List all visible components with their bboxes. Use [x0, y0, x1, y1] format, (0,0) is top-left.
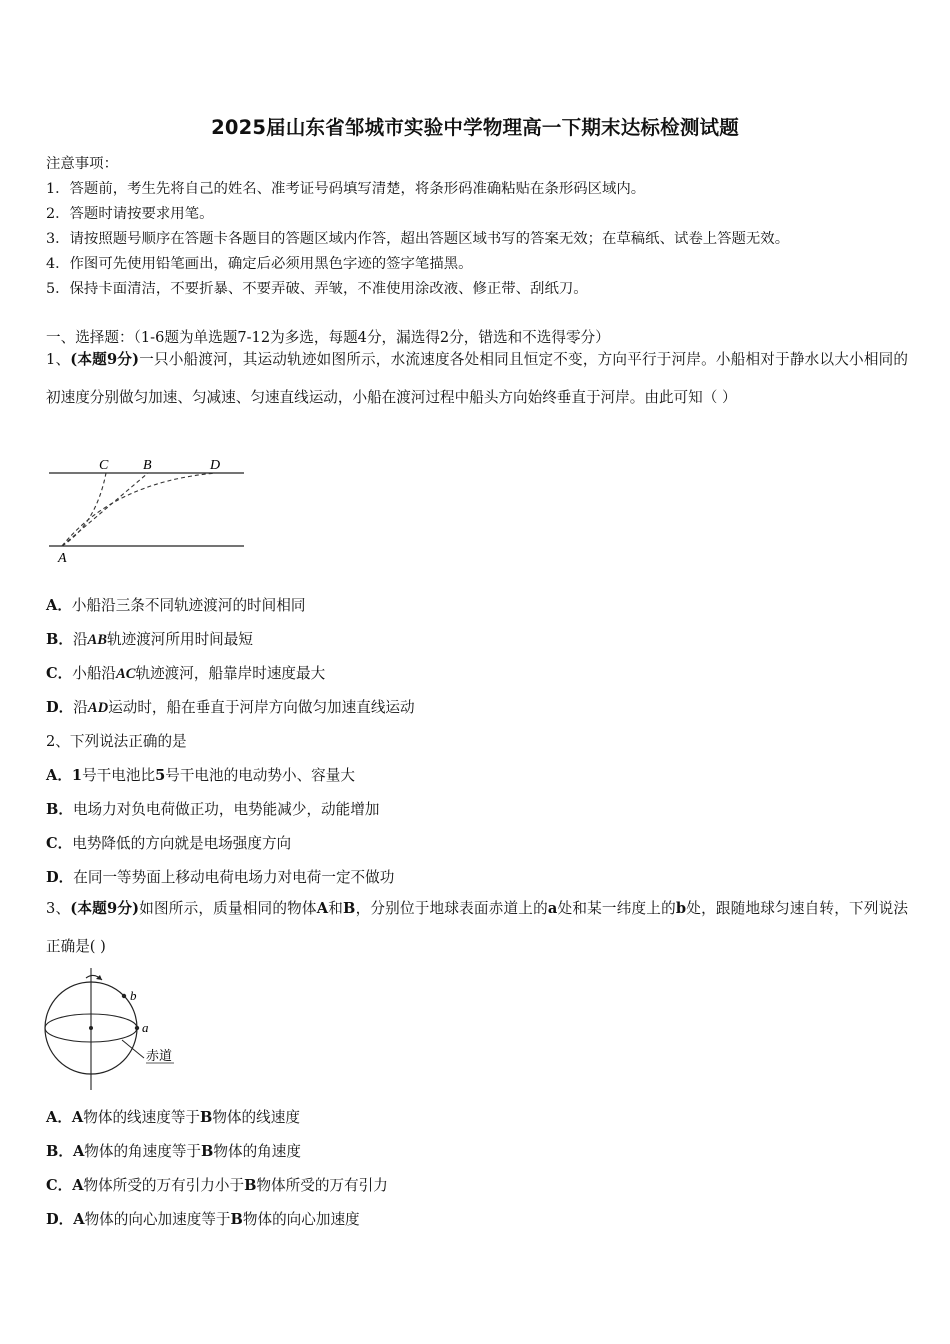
option-object: A — [73, 1211, 85, 1228]
option-object: A — [71, 1109, 84, 1126]
section-heading: 一、选择题：（1-6题为单选题7-12为多选，每题4分，漏选得2分，错选和不选得零分） — [46, 329, 610, 346]
option-text: 轨迹渡河，船靠岸时速度最大 — [135, 665, 326, 682]
note-item: 5．保持卡面清洁，不要折暴、不要弄破、弄皱，不准使用涂改液、修正带、刮纸刀。 — [46, 281, 588, 297]
q3-option-c — [46, 1174, 388, 1195]
option-letter: B． — [46, 631, 73, 648]
question-3-stem — [46, 890, 908, 966]
note-item: 3．请按照题号顺序在答题卡各题目的答题区域内作答，超出答题区域书写的答案无效；在草稿纸、试卷上答题无效。 — [46, 231, 790, 247]
q1-option-d — [46, 696, 415, 717]
trajectory-ad — [62, 473, 216, 546]
question-3-text: 和 — [328, 900, 344, 917]
question-3-text: 处和某一纬度上的 — [557, 900, 676, 917]
question-1-text: 一只小船渡河，其运动轨迹如图所示，水流速度各处相同且恒定不变，方向平行于河岸。小船相对于静水以大小相同的初速度分别做匀加速、匀减速、匀速直线运动，小船在渡河过程中船头方向始终垂直于河岸。由此可知（ ） — [46, 351, 908, 406]
question-3-score: (本题9分) — [70, 900, 140, 917]
option-text: 物体的线速度 — [212, 1109, 300, 1126]
option-text: 小船沿 — [72, 665, 117, 682]
option-letter: C． — [46, 665, 73, 682]
option-text: 号干电池比 — [82, 767, 156, 784]
option-object: B — [200, 1109, 213, 1126]
q2-option-b — [46, 798, 379, 819]
option-text: 物体的向心加速度 — [242, 1211, 360, 1228]
q1-option-b — [46, 628, 253, 649]
trajectory-ab — [62, 473, 148, 546]
label-c: C — [99, 458, 109, 473]
question-1-score: (本题9分) — [70, 351, 139, 368]
question-3-text: ，分别位于地球表面赤道上的 — [355, 900, 548, 917]
option-text: 在同一等势面上移动电荷电场力对电荷一定不做功 — [73, 869, 395, 886]
q3-option-d — [46, 1208, 360, 1229]
option-variable: AD — [87, 700, 109, 716]
label-a: A — [58, 551, 67, 566]
question-2-stem: 2、下列说法正确的是 — [46, 733, 187, 750]
notes-heading: 注意事项： — [46, 156, 118, 172]
option-letter: B． — [46, 1143, 73, 1160]
option-object: A — [72, 1177, 84, 1194]
option-text: 电势降低的方向就是电场强度方向 — [72, 835, 292, 852]
option-text: 物体所受的万有引力小于 — [83, 1177, 245, 1194]
option-text: 运动时，船在垂直于河岸方向做匀加速直线运动 — [108, 699, 415, 716]
option-variable: AB — [87, 632, 108, 648]
option-text: 物体的向心加速度等于 — [84, 1211, 231, 1228]
option-letter: D． — [46, 699, 74, 716]
figure-label-equator: 赤道 — [146, 1048, 173, 1063]
point-a-marker — [135, 1026, 139, 1030]
figure-label-a: a — [142, 1020, 149, 1035]
option-text: 号干电池的电动势小、容量大 — [165, 767, 355, 784]
option-text: 物体的线速度等于 — [83, 1109, 201, 1126]
option-letter: A． — [46, 597, 72, 614]
question-3-number: 3、 — [46, 900, 71, 917]
option-text: 沿 — [72, 631, 88, 648]
note-item: 1．答题前，考生先将自己的姓名、准考证号码填写清楚，将条形码准确粘贴在条形码区域内。 — [46, 181, 646, 197]
point-a: a — [547, 900, 558, 917]
point-b-marker — [122, 994, 126, 998]
option-letter: A． — [46, 767, 72, 784]
earth-rotation-figure — [40, 966, 190, 1092]
equator-pointer — [122, 1040, 144, 1058]
option-text: 物体的角速度等于 — [84, 1143, 202, 1160]
option-letter: D． — [46, 869, 74, 886]
option-letter: A． — [46, 1109, 72, 1126]
option-letter: C． — [46, 1177, 73, 1194]
point-b: b — [675, 900, 687, 917]
option-letter: B． — [46, 801, 73, 818]
option-text: 小船沿三条不同轨迹渡河的时间相同 — [71, 597, 306, 614]
option-letter: C． — [46, 835, 73, 852]
object-a: A — [316, 900, 329, 917]
option-object: B — [230, 1211, 243, 1228]
river-trajectory-figure — [44, 454, 250, 568]
option-object: B — [244, 1177, 257, 1194]
q2-option-a — [46, 764, 355, 785]
note-item: 2．答题时请按要求用笔。 — [46, 206, 214, 222]
option-text: 轨迹渡河所用时间最短 — [107, 631, 253, 648]
label-d: D — [210, 458, 221, 473]
option-text: 电场力对负电荷做正功，电势能减少，动能增加 — [72, 801, 380, 818]
exam-title: 2025届山东省邹城市实验中学物理高一下期末达标检测试题 — [211, 116, 739, 139]
option-number: 1 — [71, 767, 83, 784]
note-item: 4．作图可先使用铅笔画出，确定后必须用黑色字迹的签字笔描黑。 — [46, 256, 473, 272]
option-text: 沿 — [73, 699, 88, 716]
q2-option-c — [46, 832, 291, 853]
trajectory-ac — [62, 473, 106, 546]
option-letter: D． — [46, 1211, 74, 1228]
earth-center — [89, 1026, 93, 1030]
q1-option-a — [46, 594, 305, 615]
option-variable: AC — [116, 666, 136, 682]
q2-option-d — [46, 866, 394, 887]
question-1-stem — [46, 341, 908, 417]
option-number: 5 — [155, 767, 166, 784]
option-text: 物体的角速度 — [213, 1143, 301, 1160]
question-1-number: 1、 — [46, 351, 71, 368]
question-3-text: 处，跟随地球匀速自转，下列说法正确是( ) — [46, 900, 908, 955]
label-b: B — [143, 458, 152, 473]
q3-option-b — [46, 1140, 301, 1161]
option-text: 物体所受的万有引力 — [256, 1177, 388, 1194]
figure-label-b: b — [130, 988, 137, 1003]
object-b: B — [343, 900, 356, 917]
option-object: B — [201, 1143, 214, 1160]
q1-option-c — [46, 662, 325, 683]
q3-option-a — [46, 1106, 300, 1127]
option-object: A — [72, 1143, 85, 1160]
question-3-text: 如图所示，质量相同的物体 — [139, 900, 317, 917]
